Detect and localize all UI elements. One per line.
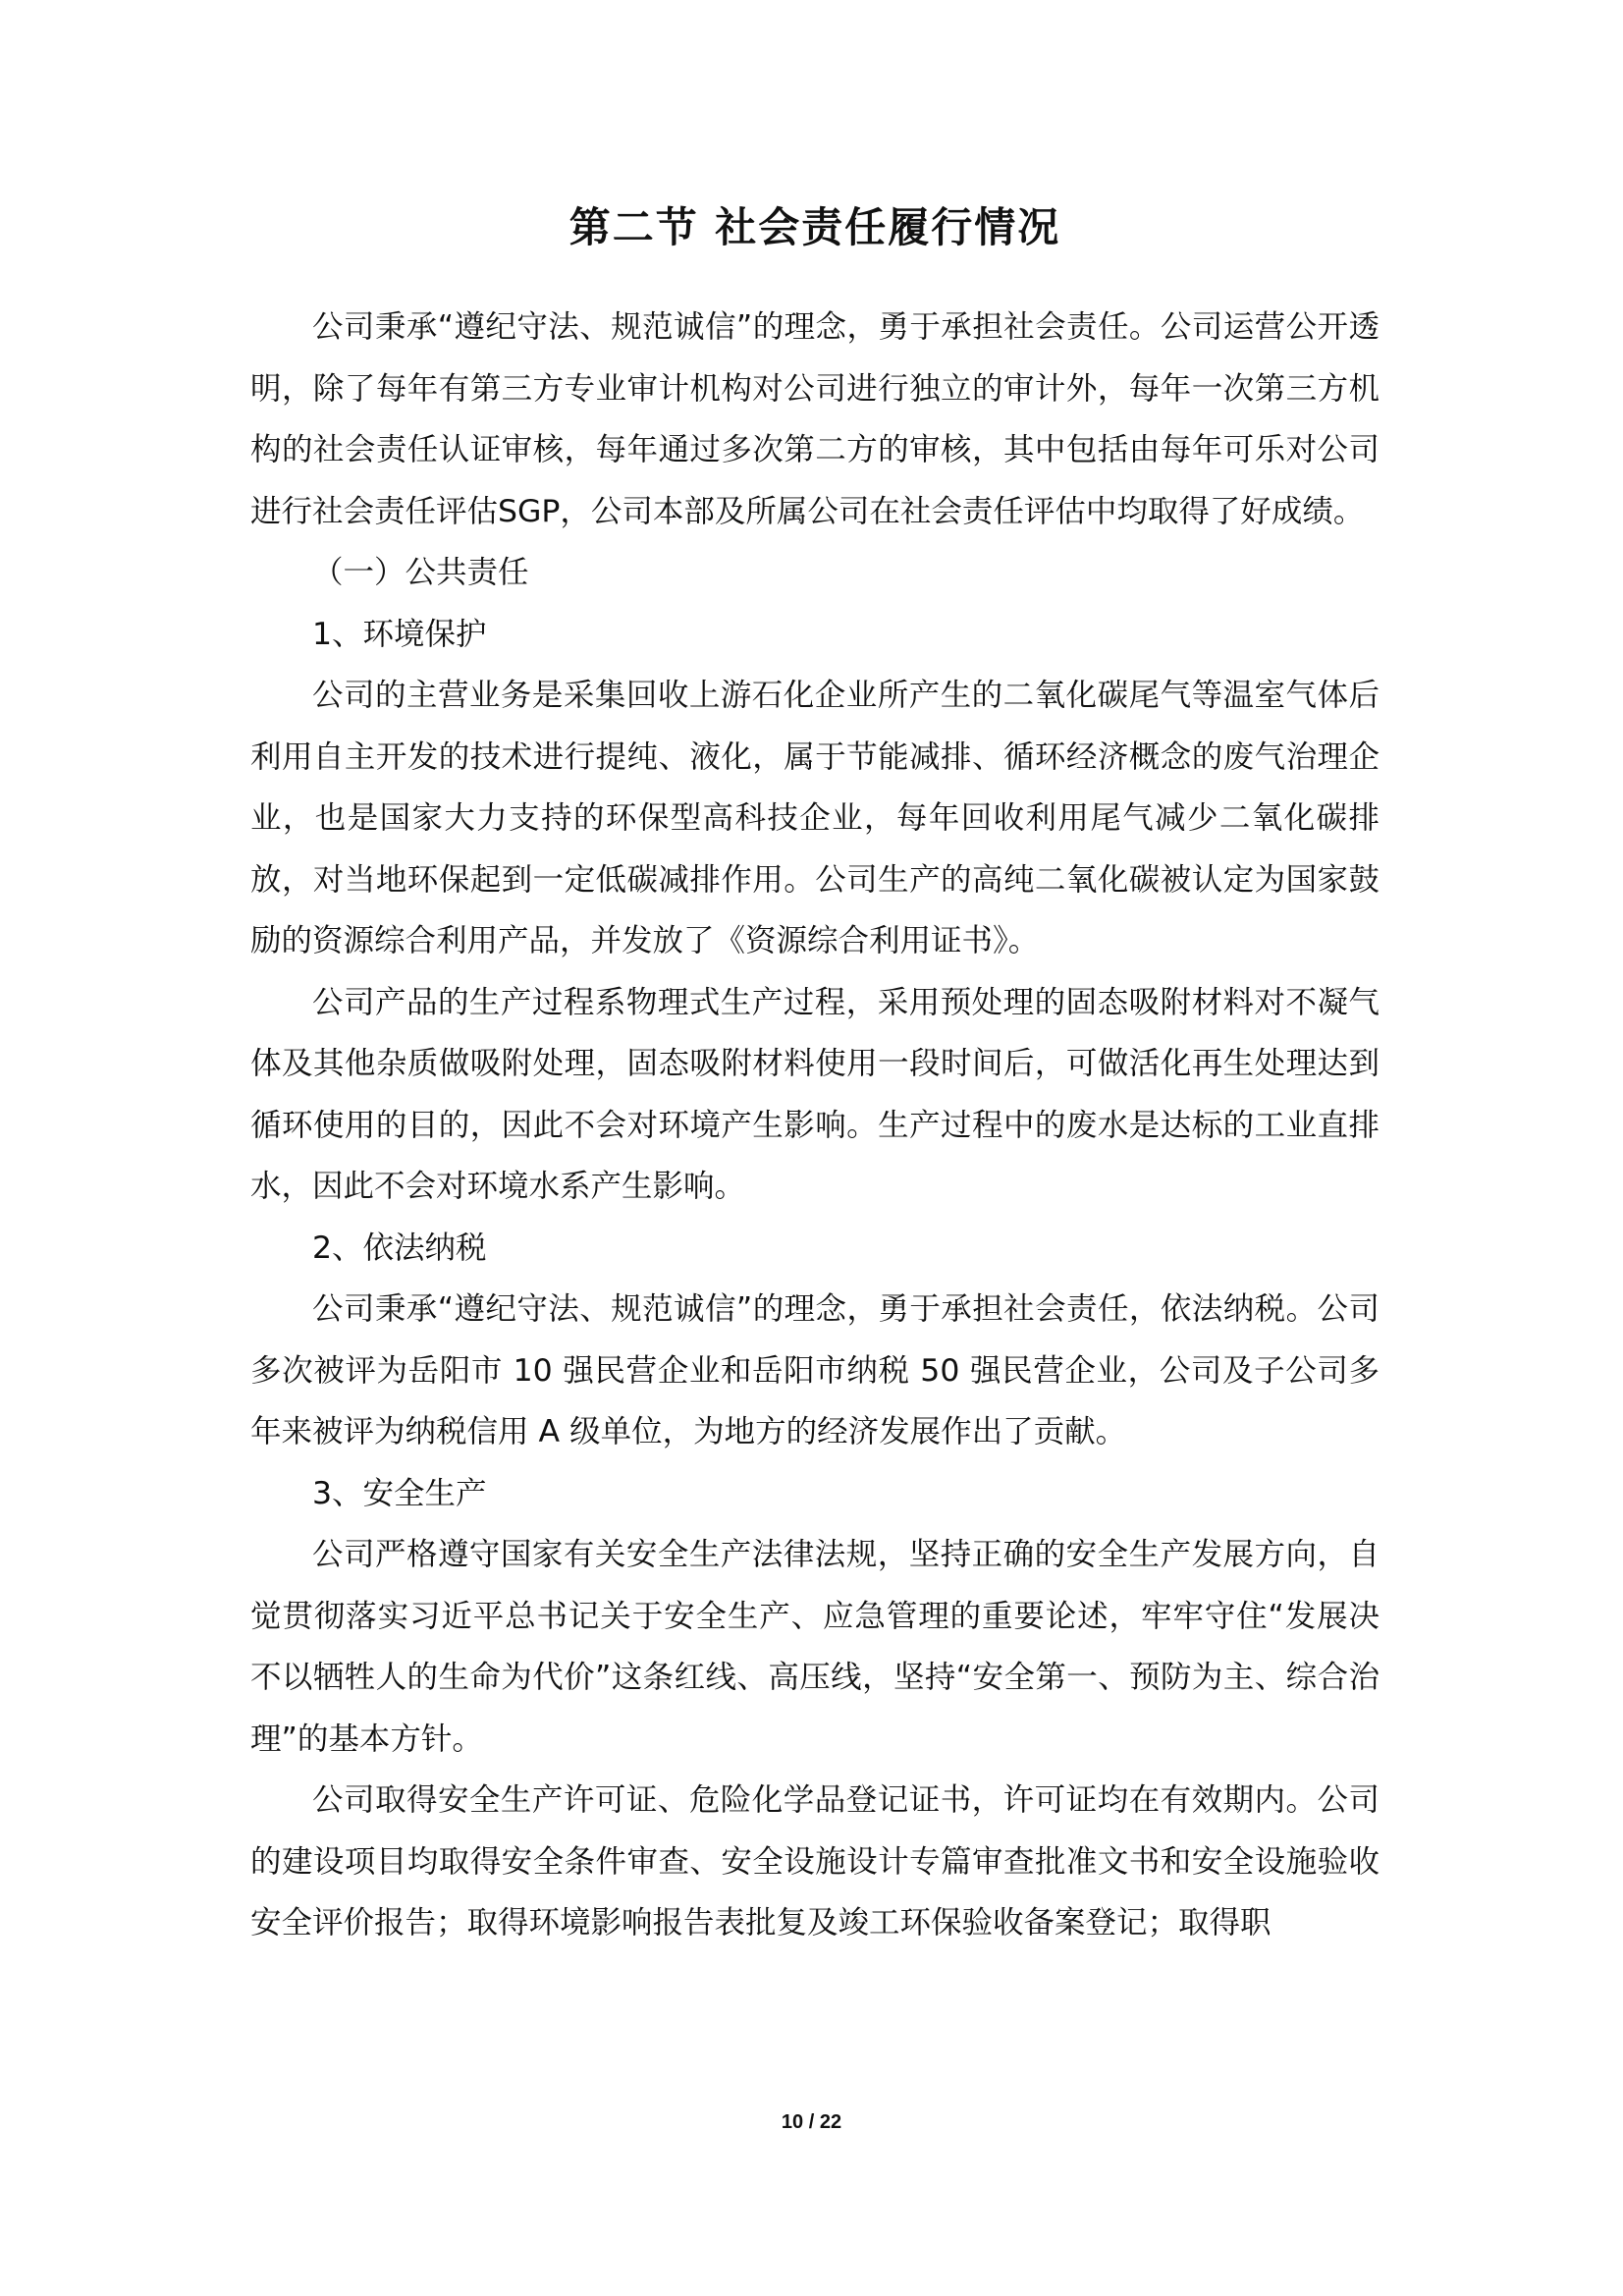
safety-paragraph-1: 公司严格遵守国家有关安全生产法律法规，坚持正确的安全生产发展方向，自觉贯彻落实习近平总书记关于安全生产、应急管理的重要论述，牢牢守住“发展决不以牺牲人的生命为代价”这条红线、高压线，坚持“安全第一、预防为主、综合治理”的基本方针。 bbox=[250, 1537, 1380, 1757]
public-responsibility-heading: （一）公共责任 bbox=[312, 555, 529, 590]
safety-heading: 3、安全生产 bbox=[312, 1475, 487, 1511]
page-number: 10 / 22 bbox=[781, 2111, 842, 2133]
environment-paragraph-1: 公司的主营业务是采集回收上游石化企业所产生的二氧化碳尾气等温室气体后利用自主开发的技术进行提纯、液化，属于节能减排、循环经济概念的废气治理企业，也是国家大力支持的环保型高科技企业，每年回收利用尾气减少二氧化碳排放，对当地环保起到一定低碳减排作用。公司生产的高纯二氧化碳被认定为国家鼓励的资源综合利用产品，并发放了《资源综合利用证书》。 bbox=[250, 678, 1380, 958]
environment-paragraph-2: 公司产品的生产过程系物理式生产过程，采用预处理的固态吸附材料对不凝气体及其他杂质做吸附处理，固态吸附材料使用一段时间后，可做活化再生处理达到循环使用的目的，因此不会对环境产生影响。生产过程中的废水是达标的工业直排水，因此不会对环境水系产生影响。 bbox=[250, 984, 1380, 1204]
intro-paragraph: 公司秉承“遵纪守法、规范诚信”的理念，勇于承担社会责任。公司运营公开透明，除了每年有第三方专业审计机构对公司进行独立的审计外，每年一次第三方机构的社会责任认证审核，每年通过多次第二方的审核，其中包括由每年可乐对公司进行社会责任评估SGP，公司本部及所属公司在社会责任评估中均取得了好成绩。 bbox=[250, 309, 1380, 529]
tax-paragraph: 公司秉承“遵纪守法、规范诚信”的理念，勇于承担社会责任，依法纳税。公司多次被评为岳阳市 10 强民营企业和岳阳市纳税 50 强民营企业，公司及子公司多年来被评为纳税信用 A 级单位，为地方的经济发展作出了贡献。 bbox=[250, 1291, 1380, 1449]
environment-heading: 1、环境保护 bbox=[312, 616, 487, 652]
tax-heading: 2、依法纳税 bbox=[312, 1230, 487, 1266]
section-title: 第二节 社会责任履行情况 bbox=[568, 203, 1061, 251]
page-content bbox=[250, 196, 1380, 1954]
safety-paragraph-2: 公司取得安全生产许可证、危险化学品登记证书，许可证均在有效期内。公司的建设项目均取得安全条件审查、安全设施设计专篇审查批准文书和安全设施验收安全评价报告；取得环境影响报告表批复及竣工环保验收备案登记；取得职 bbox=[250, 1782, 1380, 1941]
